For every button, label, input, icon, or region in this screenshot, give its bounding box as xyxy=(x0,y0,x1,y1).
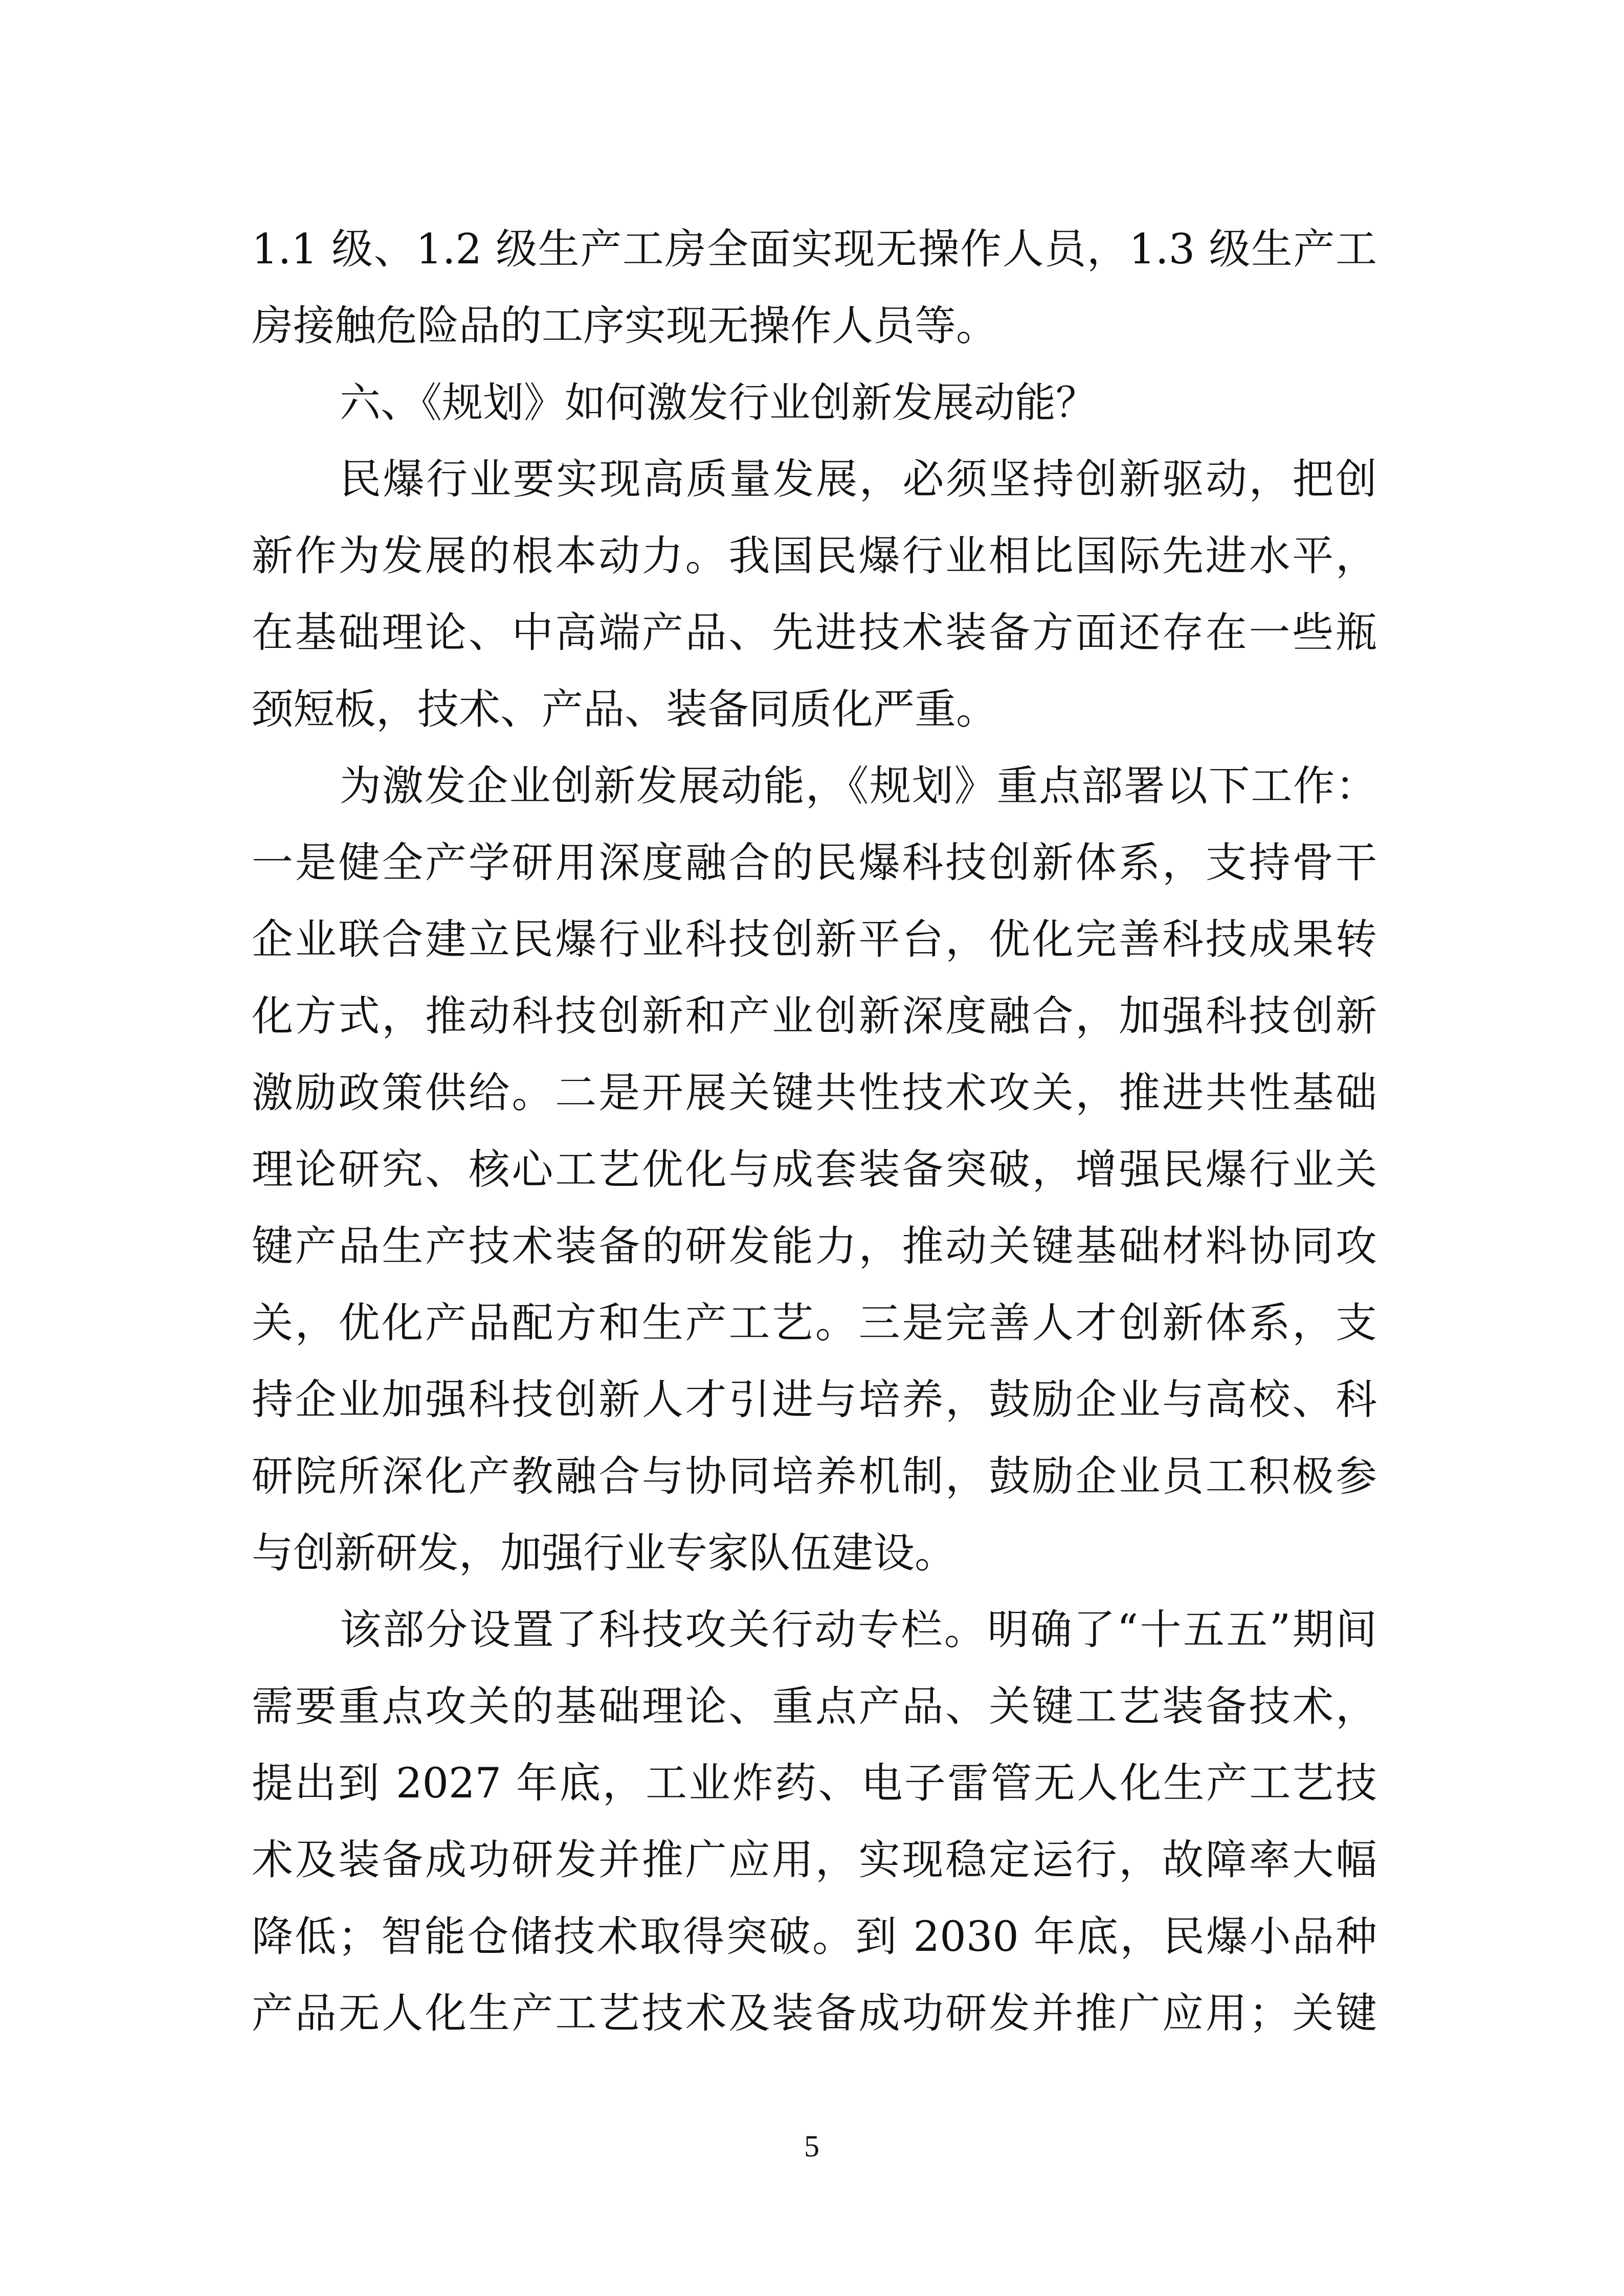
body-text-line: 与创新研发，加强行业专家队伍建设。 xyxy=(252,1529,956,1578)
body-text-line: 该部分设置了科技攻关行动专栏。明确了“十五五”期间 xyxy=(340,1606,1377,1654)
body-text-line: 房接触危险品的工序实现无操作人员等。 xyxy=(252,302,998,350)
body-text-line: 新作为发展的根本动力。我国民爆行业相比国际先进水平， xyxy=(252,532,1377,580)
body-text-line: 激励政策供给。二是开展关键共性技术攻关，推进共性基础 xyxy=(252,1069,1377,1117)
body-text-line: 研院所深化产教融合与协同培养机制，鼓励企业员工积极参 xyxy=(252,1453,1377,1501)
body-text-line: 产品无人化生产工艺技术及装备成功研发并推广应用；关键 xyxy=(252,1990,1377,2038)
body-text-line: 民爆行业要实现高质量发展，必须坚持创新驱动，把创 xyxy=(340,456,1377,504)
body-text-line: 颈短板，技术、产品、装备同质化严重。 xyxy=(252,686,998,734)
body-text-line: 降低；智能仓储技术取得突破。到 2030 年底，民爆小品种 xyxy=(252,1913,1377,1961)
body-text-line: 提出到 2027 年底，工业炸药、电子雷管无人化生产工艺技 xyxy=(252,1760,1377,1808)
body-text-line: 持企业加强科技创新人才引进与培养，鼓励企业与高校、科 xyxy=(252,1376,1377,1424)
body-text-line: 理论研究、核心工艺优化与成套装备突破，增强民爆行业关 xyxy=(252,1146,1377,1194)
body-text-line: 1.1 级、1.2 级生产工房全面实现无操作人员，1.3 级生产工 xyxy=(252,226,1377,274)
body-text-line: 关，优化产品配方和生产工艺。三是完善人才创新体系，支 xyxy=(252,1299,1377,1347)
section-heading: 六、《规划》如何激发行业创新发展动能？ xyxy=(340,379,1097,426)
body-text-line: 企业联合建立民爆行业科技创新平台，优化完善科技成果转 xyxy=(252,916,1377,964)
body-text-line: 一是健全产学研用深度融合的民爆科技创新体系，支持骨干 xyxy=(252,839,1377,887)
body-text-line: 化方式，推动科技创新和产业创新深度融合，加强科技创新 xyxy=(252,993,1377,1041)
body-text-line: 为激发企业创新发展动能，《规划》重点部署以下工作： xyxy=(340,762,1377,811)
body-text-line: 在基础理论、中高端产品、先进技术装备方面还存在一些瓶 xyxy=(252,609,1377,657)
body-text-line: 键产品生产技术装备的研发能力，推动关键基础材料协同攻 xyxy=(252,1223,1377,1271)
body-text-line: 术及装备成功研发并推广应用，实现稳定运行，故障率大幅 xyxy=(252,1836,1377,1884)
page-number: 5 xyxy=(804,2129,819,2163)
body-text-line: 需要重点攻关的基础理论、重点产品、关键工艺装备技术， xyxy=(252,1683,1377,1731)
